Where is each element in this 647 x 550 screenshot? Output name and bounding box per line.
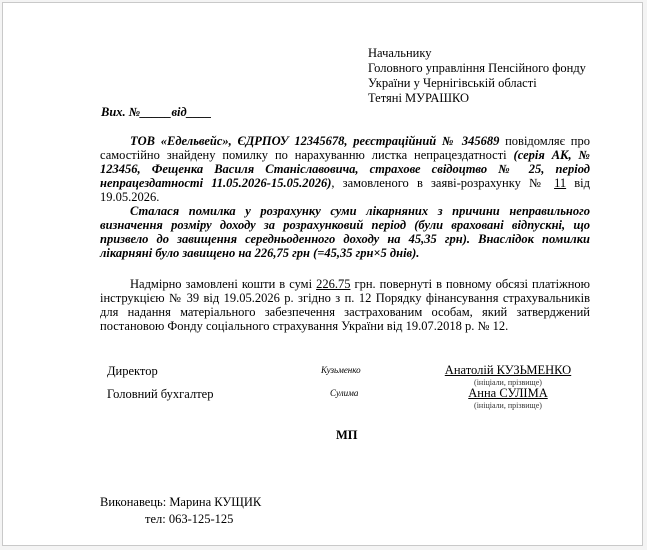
company-details: ТОВ «Едельвейс», ЄДРПОУ 12345678, реєстраційний № 345689 xyxy=(130,134,500,148)
paragraph-text: Надмірно замовлені кошти в сумі xyxy=(130,277,317,291)
director-role: Директор xyxy=(107,364,158,378)
recipient-line: Начальнику xyxy=(368,46,432,60)
document-page xyxy=(2,2,643,546)
paragraph-text: , замовленого в заяві-розрахунку № xyxy=(331,176,555,190)
recipient-block xyxy=(368,46,586,106)
sick-leave-details: (серія АК, № 123456, Фещенка Василя Станіславовича, страхове свідоцтво № 25, період непрацездатності 11.05.2026-15.05.2026) xyxy=(100,148,590,190)
accountant-name-caption: (ініціали, прізвище) xyxy=(474,401,542,410)
recipient-line: України у Чернігівській області xyxy=(368,76,537,90)
director-name: Анатолій КУЗЬМЕНКО xyxy=(444,363,572,377)
accountant-signature: Сулима xyxy=(330,388,359,398)
executor-phone: тел: 063-125-125 xyxy=(145,512,234,526)
paragraph-text: від 19.05.2026. xyxy=(100,176,590,204)
claim-number: 11 xyxy=(554,176,567,190)
paragraph-refund xyxy=(100,277,590,333)
paragraph-text: повідомляє про самостійно знайдену помилку по нарахуванню листка непрацездатності xyxy=(100,134,590,162)
recipient-line: Тетяні МУРАШКО xyxy=(368,91,470,105)
director-name-caption: (ініціали, прізвище) xyxy=(474,378,542,387)
stamp-placeholder: МП xyxy=(336,428,358,442)
refund-amount: 226.75 xyxy=(316,277,351,291)
paragraph-text: грн. повернуті в повному обсязі платіжною інструкцією № 39 від 19.05.2026 р. згідно з п. 12 Порядку фінансування страхувальників для надання матеріального забезпечення застрахованим особам, який затверджений постановою Фонду соціального страхування України від 19.07.2018 р. № 12. xyxy=(100,277,590,333)
recipient-line: Головного управління Пенсійного фонду xyxy=(368,61,586,75)
outgoing-number: Вих. №_____від____ xyxy=(101,105,212,119)
accountant-name: Анна СУЛІМА xyxy=(468,386,548,400)
director-signature: Кузьменко xyxy=(321,365,361,375)
paragraph-error-notice xyxy=(100,134,590,204)
paragraph-error-description: Сталася помилка у розрахунку суми лікарняних з причини неправильного визначення розміру доходу за розрахунковий період (були враховані відпускні, що призвело до завищення середньоденного доходу на 45,35 грн). Внаслідок помилки лікарняні було завищено на 226,75 грн (=45,35 грн×5 днів). xyxy=(100,204,590,260)
executor-line: Виконавець: Марина КУЩИК xyxy=(100,495,262,509)
accountant-role: Головний бухгалтер xyxy=(107,387,214,401)
